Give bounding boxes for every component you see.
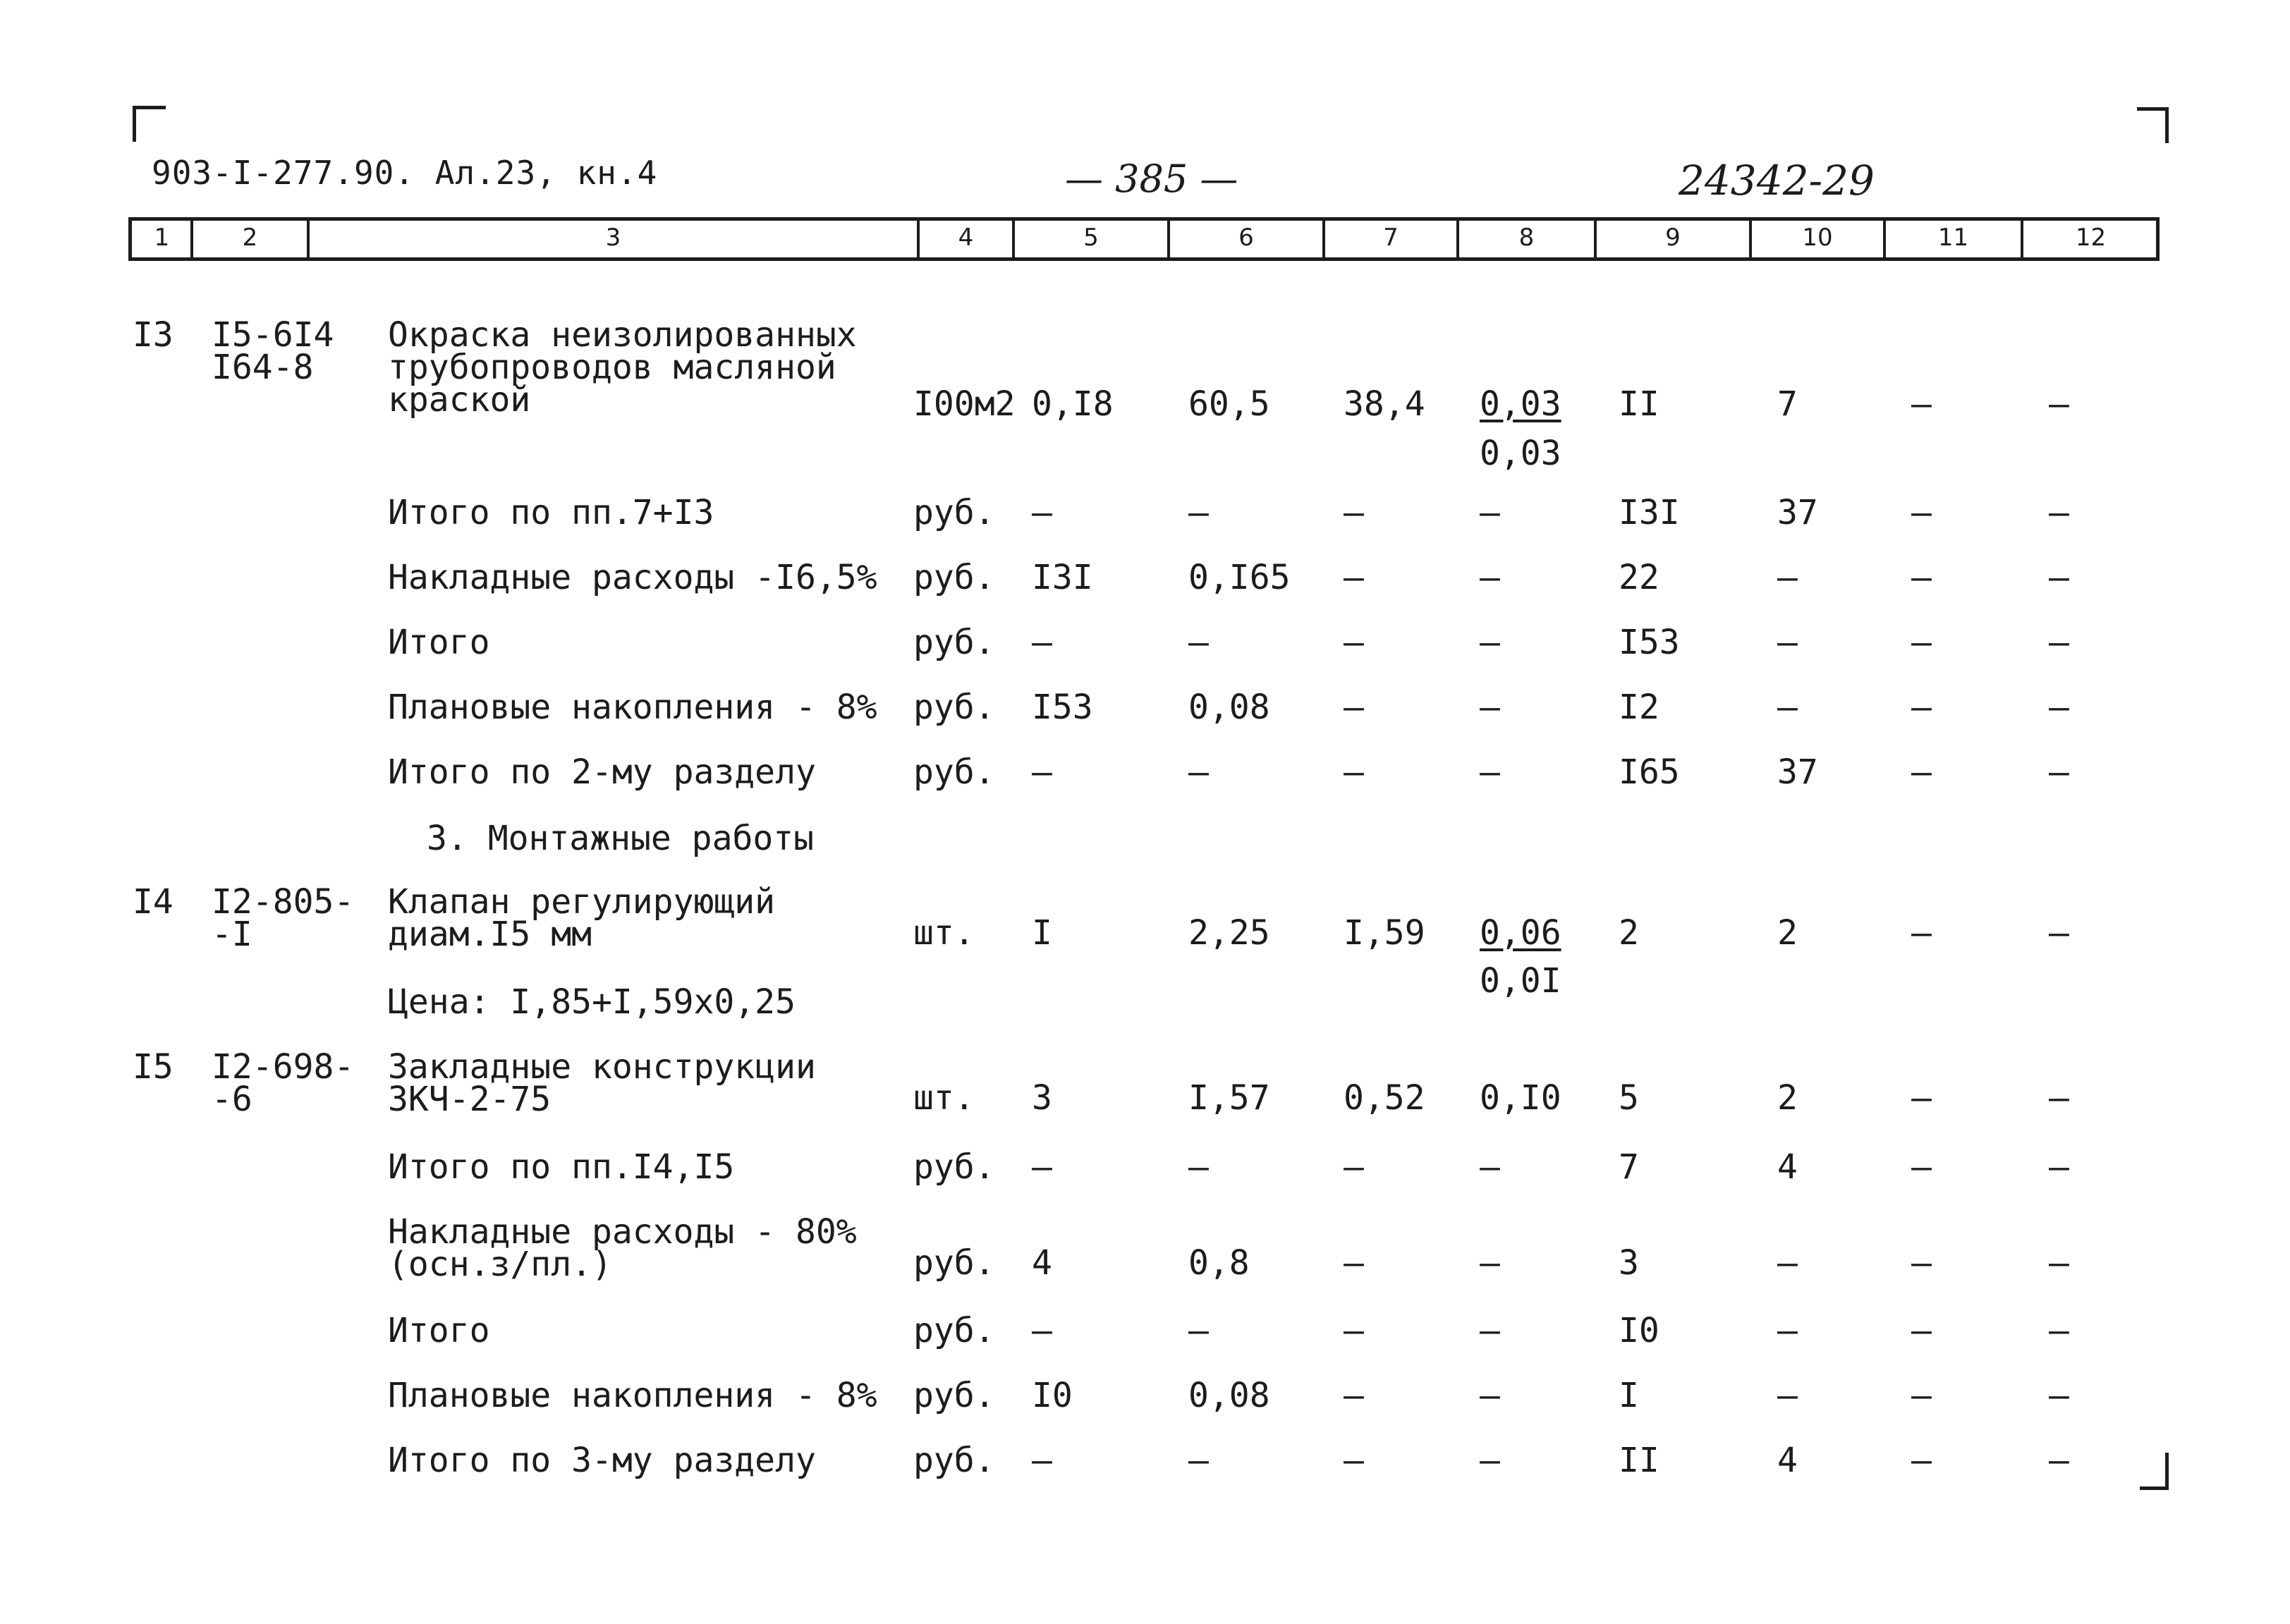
column-number-7: 7 — [1383, 224, 1399, 252]
cell-c8-second: 0,0I — [1480, 961, 1561, 1001]
corner-mark-bottom-right — [2140, 1453, 2169, 1490]
cell-c8-second: 0,03 — [1480, 434, 1561, 473]
cell-c7: – — [1344, 1376, 1364, 1415]
column-number-1: 1 — [154, 224, 170, 252]
column-number-4: 4 — [958, 224, 974, 252]
cell-unit: руб. — [913, 1147, 995, 1187]
cell-c5: 0,I8 — [1032, 384, 1114, 424]
rate-code: I2-698- — [212, 1047, 355, 1087]
cell-c7: – — [1344, 493, 1364, 532]
cell-c9: I0 — [1619, 1311, 1659, 1350]
corner-mark-top-left — [133, 106, 166, 142]
cell-c9: 7 — [1619, 1147, 1639, 1187]
cell-c8: 0,06 — [1480, 913, 1561, 953]
cell-c8: – — [1480, 558, 1500, 597]
cell-unit: руб. — [913, 1311, 995, 1350]
cell-c5: I0 — [1032, 1376, 1073, 1415]
rate-code: -6 — [212, 1080, 252, 1119]
cell-c11: – — [1911, 1243, 1932, 1283]
description-line: Плановые накопления - 8% — [388, 688, 877, 727]
cell-c9: 5 — [1619, 1078, 1639, 1118]
cell-unit: руб. — [913, 558, 995, 597]
cell-c9: I — [1619, 1376, 1639, 1415]
cell-c6: 0,I65 — [1188, 558, 1291, 597]
cell-c6: – — [1188, 752, 1209, 792]
cell-c10: – — [1777, 1243, 1798, 1283]
cell-c12: – — [2049, 1376, 2069, 1415]
cell-c9: I2 — [1619, 688, 1659, 727]
cell-c8: – — [1480, 1376, 1500, 1415]
cell-c9: 22 — [1619, 558, 1659, 597]
cell-c5: – — [1032, 752, 1052, 792]
column-number-10: 10 — [1802, 224, 1833, 252]
cell-c9: 3 — [1619, 1243, 1639, 1283]
cell-unit: шт. — [913, 1078, 975, 1118]
description-line: Окраска неизолированных — [388, 315, 857, 355]
corner-mark-top-right — [2137, 107, 2169, 143]
column-number-bar — [128, 217, 2160, 261]
cell-c8: – — [1480, 1441, 1500, 1480]
description-line: (осн.з/пл.) — [388, 1245, 612, 1284]
column-number-9: 9 — [1665, 224, 1681, 252]
description-line: Итого по 3-му разделу — [388, 1441, 816, 1480]
cell-c12: – — [2049, 1243, 2069, 1283]
cell-c9: II — [1619, 1441, 1659, 1480]
description-line: Накладные расходы - 80% — [388, 1212, 857, 1252]
rate-code: I64-8 — [212, 348, 314, 387]
cell-c10: – — [1777, 1376, 1798, 1415]
description-line: Накладные расходы -I6,5% — [388, 558, 877, 597]
column-number-2: 2 — [242, 224, 258, 252]
cell-unit: руб. — [913, 1376, 995, 1415]
description-line: Клапан регулирующий — [388, 882, 776, 922]
description-line: Итого — [388, 1311, 490, 1350]
cell-unit: руб. — [913, 493, 995, 532]
cell-c5: – — [1032, 623, 1052, 662]
cell-c8: – — [1480, 752, 1500, 792]
cell-c10: 4 — [1777, 1147, 1798, 1187]
description-line: Плановые накопления - 8% — [388, 1376, 877, 1415]
cell-c7: – — [1344, 623, 1364, 662]
cell-c12: – — [2049, 913, 2069, 953]
cell-c7: 38,4 — [1344, 384, 1425, 424]
cell-c10: 37 — [1777, 752, 1818, 792]
cell-c9: II — [1619, 384, 1659, 424]
cell-c7: – — [1344, 1311, 1364, 1350]
cell-c7: – — [1344, 1243, 1364, 1283]
cell-c12: – — [2049, 1078, 2069, 1118]
cell-c10: – — [1777, 623, 1798, 662]
cell-c6: – — [1188, 1311, 1209, 1350]
cell-c5: I — [1032, 913, 1052, 953]
item-number: I5 — [133, 1047, 173, 1087]
cell-c9: 2 — [1619, 913, 1639, 953]
cell-c5: – — [1032, 1311, 1052, 1350]
cell-c6: – — [1188, 1147, 1209, 1187]
cell-c6: – — [1188, 493, 1209, 532]
cell-c8: – — [1480, 1147, 1500, 1187]
cell-unit: руб. — [913, 752, 995, 792]
cell-unit: I00м2 — [913, 384, 1016, 424]
cell-c12: – — [2049, 688, 2069, 727]
cell-c6: 0,8 — [1188, 1243, 1250, 1283]
cell-c12: – — [2049, 384, 2069, 424]
cell-c5: I53 — [1032, 688, 1093, 727]
cell-c11: – — [1911, 1441, 1932, 1480]
description-line: Итого по 2-му разделу — [388, 752, 816, 792]
cell-c9: I3I — [1619, 493, 1680, 532]
cell-c10: 2 — [1777, 913, 1798, 953]
cell-c8: 0,03 — [1480, 384, 1561, 424]
cell-c7: – — [1344, 1147, 1364, 1187]
cell-c12: – — [2049, 1441, 2069, 1480]
cell-c11: – — [1911, 752, 1932, 792]
cell-c9: I65 — [1619, 752, 1680, 792]
cell-c11: – — [1911, 688, 1932, 727]
cell-c10: – — [1777, 1311, 1798, 1350]
item-number: I4 — [133, 882, 173, 922]
cell-c6: – — [1188, 623, 1209, 662]
cell-c12: – — [2049, 1147, 2069, 1187]
rate-code: I2-805- — [212, 882, 355, 922]
cell-c9: I53 — [1619, 623, 1680, 662]
cell-c6: I,57 — [1188, 1078, 1270, 1118]
description-line: трубопроводов масляной — [388, 348, 836, 387]
cell-c11: – — [1911, 1078, 1932, 1118]
cell-c7: – — [1344, 688, 1364, 727]
column-number-12: 12 — [2075, 224, 2107, 252]
cell-c11: – — [1911, 558, 1932, 597]
description-line: Закладные конструкции — [388, 1047, 816, 1087]
rate-code: -I — [212, 915, 252, 954]
cell-c8: 0,I0 — [1480, 1078, 1561, 1118]
cell-unit: руб. — [913, 1243, 995, 1283]
section-title: 3. Монтажные работы — [427, 819, 815, 858]
column-number-8: 8 — [1518, 224, 1535, 252]
cell-c11: – — [1911, 1147, 1932, 1187]
document-code: 903-I-277.90. Ал.23, кн.4 — [152, 154, 658, 192]
cell-c5: – — [1032, 1441, 1052, 1480]
cell-c6: 0,08 — [1188, 1376, 1270, 1415]
rate-code: I5-6I4 — [212, 315, 334, 355]
cell-unit: руб. — [913, 1441, 995, 1480]
cell-c8: – — [1480, 493, 1500, 532]
cell-c5: – — [1032, 1147, 1052, 1187]
album-number: 24342-29 — [1679, 157, 1875, 204]
cell-c5: 4 — [1032, 1243, 1052, 1283]
cell-c11: – — [1911, 1311, 1932, 1350]
cell-c8: – — [1480, 688, 1500, 727]
cell-c7: I,59 — [1344, 913, 1425, 953]
cell-c10: – — [1777, 558, 1798, 597]
cell-c7: – — [1344, 1441, 1364, 1480]
cell-c6: – — [1188, 1441, 1209, 1480]
cell-c10: 7 — [1777, 384, 1798, 424]
column-number-3: 3 — [605, 224, 621, 252]
cell-c8: – — [1480, 623, 1500, 662]
cell-c10: – — [1777, 688, 1798, 727]
description-line: Цена: I,85+I,59x0,25 — [388, 982, 796, 1022]
cell-c7: – — [1344, 558, 1364, 597]
cell-c12: – — [2049, 623, 2069, 662]
cell-c7: – — [1344, 752, 1364, 792]
cell-c10: 4 — [1777, 1441, 1798, 1480]
description-line: Итого по пп.I4,I5 — [388, 1147, 735, 1187]
cell-c5: – — [1032, 493, 1052, 532]
cell-c12: – — [2049, 1311, 2069, 1350]
description-line: Итого — [388, 623, 490, 662]
cell-c8: – — [1480, 1243, 1500, 1283]
cell-c5: I3I — [1032, 558, 1093, 597]
description-line: диам.I5 мм — [388, 915, 592, 954]
cell-unit: руб. — [913, 688, 995, 727]
cell-c11: – — [1911, 913, 1932, 953]
page-number: — 385 — — [1065, 157, 1238, 201]
cell-unit: руб. — [913, 623, 995, 662]
cell-c6: 0,08 — [1188, 688, 1270, 727]
cell-c11: – — [1911, 623, 1932, 662]
cell-c11: – — [1911, 493, 1932, 532]
column-number-11: 11 — [1937, 224, 1969, 252]
cell-unit: шт. — [913, 913, 975, 953]
cell-c10: 37 — [1777, 493, 1818, 532]
cell-c10: 2 — [1777, 1078, 1798, 1118]
description-line: краской — [388, 380, 531, 420]
cell-c8: – — [1480, 1311, 1500, 1350]
cell-c11: – — [1911, 1376, 1932, 1415]
cell-c5: 3 — [1032, 1078, 1052, 1118]
column-number-6: 6 — [1238, 224, 1254, 252]
item-number: I3 — [133, 315, 173, 355]
cell-c12: – — [2049, 493, 2069, 532]
column-number-5: 5 — [1083, 224, 1099, 252]
cell-c12: – — [2049, 558, 2069, 597]
cell-c11: – — [1911, 384, 1932, 424]
cell-c12: – — [2049, 752, 2069, 792]
cell-c7: 0,52 — [1344, 1078, 1425, 1118]
description-line: Итого по пп.7+I3 — [388, 493, 714, 532]
cell-c6: 60,5 — [1188, 384, 1270, 424]
description-line: ЗКЧ-2-75 — [388, 1080, 552, 1119]
cell-c6: 2,25 — [1188, 913, 1270, 953]
